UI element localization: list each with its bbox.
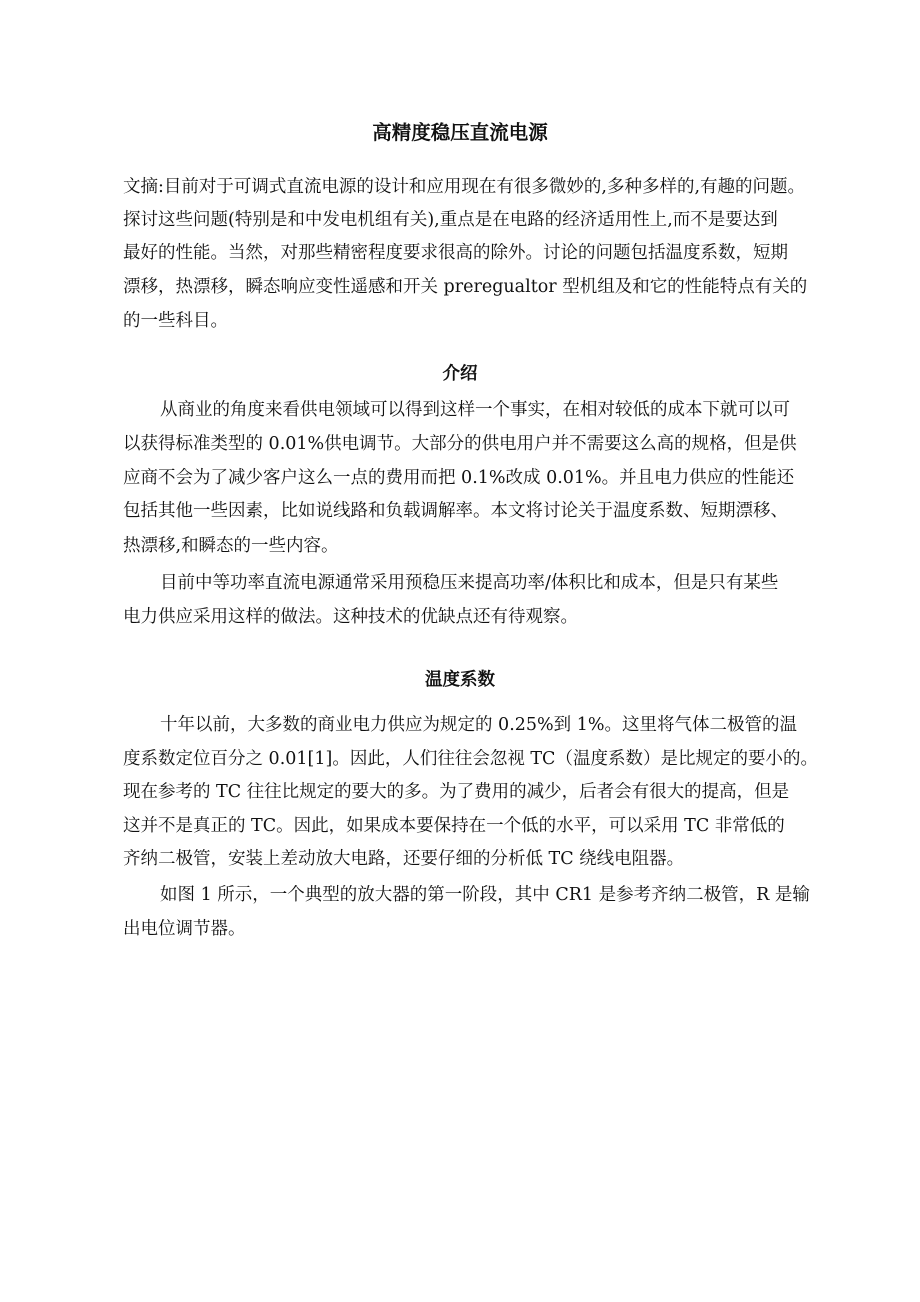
abstract-line: 文摘:目前对于可调式直流电源的设计和应用现在有很多微妙的,多种多样的,有趣的问题。	[123, 177, 806, 197]
paragraph-line: 齐纳二极管，安装上差动放大电路，还要仔细的分析低 TC 绕线电阻器。	[123, 849, 685, 869]
abstract-line: 的一些科目。	[123, 311, 228, 331]
section-heading: 介绍	[442, 364, 478, 384]
paragraph-line: 应商不会为了减少客户这么一点的费用而把 0.1%改成 0.01%。并且电力供应的性能还	[123, 468, 795, 488]
document-title: 高精度稳压直流电源	[372, 121, 548, 144]
section-heading: 温度系数	[425, 670, 495, 690]
paragraph-line: 以获得标准类型的 0.01%供电调节。大部分的供电用户并不需要这么高的规格，但是供	[123, 434, 797, 454]
paragraph-line: 热漂移,和瞬态的一些内容。	[123, 536, 339, 556]
abstract-line: 最好的性能。当然，对那些精密程度要求很高的除外。讨论的问题包括温度系数，短期	[123, 243, 788, 263]
paragraph-line: 如图 1 所示，一个典型的放大器的第一阶段，其中 CR1 是参考齐纳二极管，R 是输	[160, 885, 810, 905]
paragraph-line: 电力供应采用这样的做法。这种技术的优缺点还有待观察。	[123, 607, 578, 627]
abstract-line: 漂移，热漂移，瞬态响应变性遥感和开关 preregualtor 型机组及和它的性能特点有关的	[123, 277, 808, 297]
paragraph-line: 包括其他一些因素，比如说线路和负载调解率。本文将讨论关于温度系数、短期漂移、	[123, 501, 788, 521]
paragraph-line: 目前中等功率直流电源通常采用预稳压来提高功率/体积比和成本，但是只有某些	[160, 573, 779, 593]
paragraph-line: 现在参考的 TC 往往比规定的要大的多。为了费用的减少，后者会有很大的提高，但是	[123, 782, 790, 802]
paragraph-line: 这并不是真正的 TC。因此，如果成本要保持在一个低的水平，可以采用 TC 非常低的	[123, 816, 785, 836]
paragraph-line: 出电位调节器。	[123, 919, 246, 939]
paragraph-line: 十年以前，大多数的商业电力供应为规定的 0.25%到 1%。这里将气体二极管的温	[160, 715, 797, 735]
paragraph-line: 度系数定位百分之 0.01[1]。因此，人们往往会忽视 TC（温度系数）是比规定的要小的。	[123, 749, 818, 769]
paragraph-line: 从商业的角度来看供电领域可以得到这样一个事实，在相对较低的成本下就可以可	[160, 400, 790, 420]
abstract-line: 探讨这些问题(特别是和中发电机组有关),重点是在电路的经济适用性上,而不是要达到	[123, 210, 778, 230]
